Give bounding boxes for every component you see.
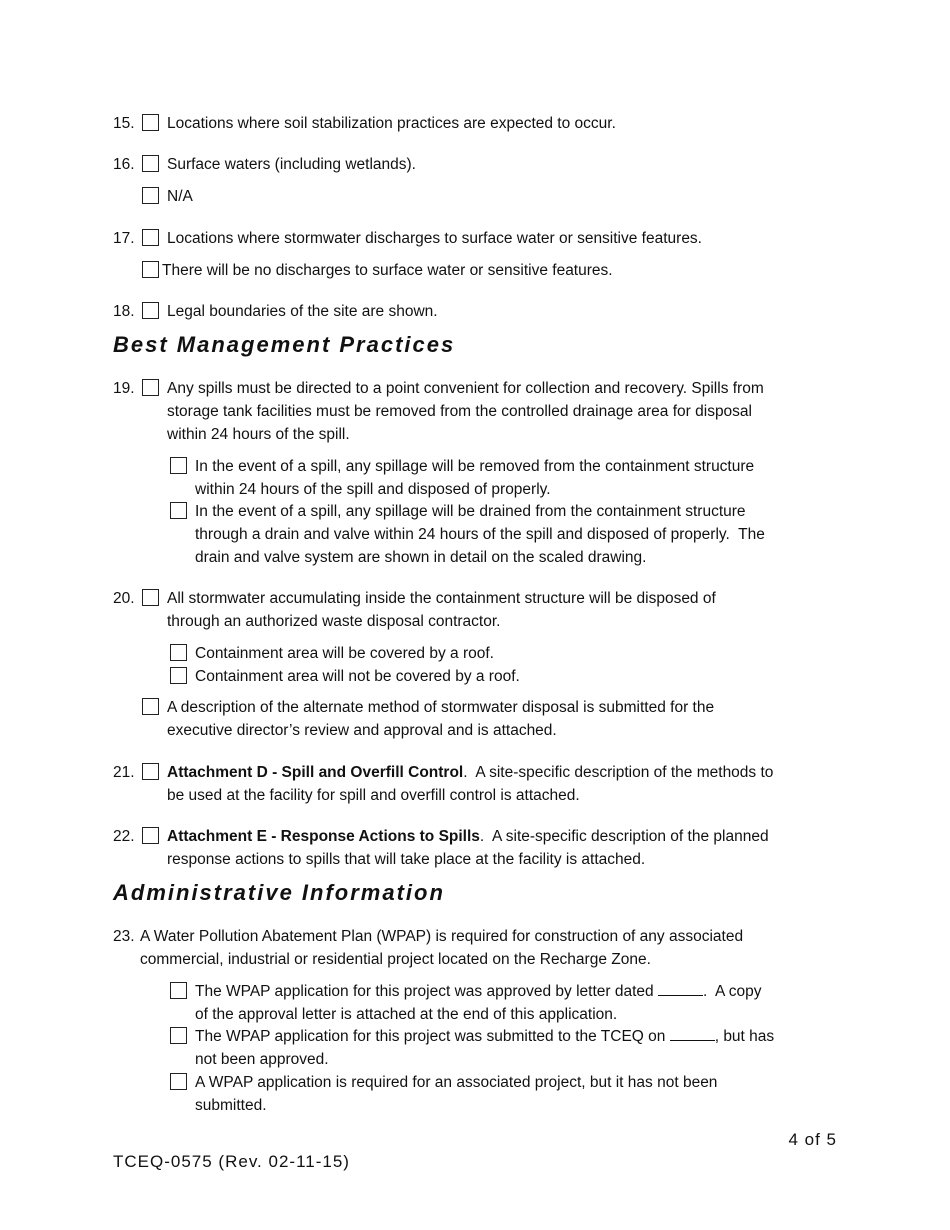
- item-16-na: [113, 185, 853, 209]
- item-23-approved: [113, 980, 853, 1026]
- item-text-line-1: [195, 980, 762, 1003]
- attachment-desc: . A site-specific description of the methods to: [463, 764, 774, 781]
- item-text-line-2: storage tank facilities must be removed from the controlled drainage area for disposal: [167, 403, 752, 420]
- date-blank[interactable]: [658, 981, 703, 996]
- item-number: 19.: [113, 380, 135, 397]
- item-text-line-2: be used at the facility for spill and overfill control is attached.: [167, 787, 580, 804]
- item-number: 23.: [113, 928, 135, 945]
- checkbox-23-not-submitted[interactable]: [170, 1073, 187, 1090]
- item-text: Locations where stormwater discharges to surface water or sensitive features.: [167, 230, 702, 247]
- item-text: Surface waters (including wetlands).: [167, 156, 416, 173]
- item-text-line-2: submitted.: [195, 1097, 267, 1114]
- section-heading-bmp: Best Management Practices: [113, 332, 456, 357]
- item-number: 21.: [113, 764, 135, 781]
- text-pre: The WPAP application for this project was submitted to the TCEQ on: [195, 1028, 670, 1045]
- item-19: [113, 377, 853, 447]
- item-text-line-2: executive director’s review and approval and is attached.: [167, 722, 557, 739]
- item-text-line-1: A description of the alternate method of stormwater disposal is submitted for the: [167, 699, 715, 716]
- checkbox-16-na[interactable]: [142, 187, 159, 204]
- item-text-line-2: response actions to spills that will take place at the facility is attached.: [167, 851, 646, 868]
- item-text-line-1: Any spills must be directed to a point convenient for collection and recovery. Spills from: [167, 380, 764, 397]
- item-text-line-2: commercial, industrial or residential project located on the Recharge Zone.: [140, 951, 651, 968]
- checkbox-19-removed[interactable]: [170, 457, 187, 474]
- item-text-line-2: through a drain and valve within 24 hours of the spill and disposed of properly. The: [195, 526, 765, 543]
- item-text: N/A: [167, 188, 193, 205]
- item-16: [113, 153, 853, 177]
- text-post: , but has: [714, 1028, 775, 1045]
- attachment-title: Attachment D - Spill and Overfill Control: [167, 764, 464, 781]
- item-text: Locations where soil stabilization practices are expected to occur.: [167, 115, 616, 132]
- item-21: [113, 761, 853, 807]
- item-text-line-2: within 24 hours of the spill and disposed of properly.: [195, 481, 551, 498]
- checkbox-19-drained[interactable]: [170, 502, 187, 519]
- section-heading-admin: Administrative Information: [113, 880, 445, 905]
- checkbox-22[interactable]: [142, 827, 159, 844]
- item-23-not-submitted: [113, 1071, 853, 1117]
- item-text-line-1: [167, 825, 769, 848]
- item-text-line-3: drain and valve system are shown in detail on the scaled drawing.: [195, 549, 647, 566]
- item-text: There will be no discharges to surface water or sensitive features.: [162, 262, 613, 279]
- page-number: 4 of 5: [788, 1130, 837, 1149]
- item-20-not-covered: [113, 665, 853, 689]
- item-18: [113, 300, 853, 324]
- checkbox-18[interactable]: [142, 302, 159, 319]
- item-number: 16.: [113, 156, 135, 173]
- item-20: [113, 587, 853, 633]
- checkbox-16[interactable]: [142, 155, 159, 172]
- checkbox-15[interactable]: [142, 114, 159, 131]
- item-number: 17.: [113, 230, 135, 247]
- form-number: TCEQ-0575 (Rev. 02-11-15): [113, 1152, 350, 1171]
- item-20-covered: [113, 642, 853, 666]
- item-text-line-2: through an authorized waste disposal contractor.: [167, 613, 501, 630]
- attachment-desc: . A site-specific description of the planned: [479, 828, 769, 845]
- item-text-line-1: In the event of a spill, any spillage will be drained from the containment structure: [195, 503, 746, 520]
- checkbox-21[interactable]: [142, 763, 159, 780]
- item-19-drained: [113, 500, 853, 570]
- item-text-line-1: A WPAP application is required for an associated project, but it has not been: [195, 1074, 718, 1091]
- attachment-title: Attachment E - Response Actions to Spills: [167, 828, 480, 845]
- text-post: . A copy: [702, 983, 762, 1000]
- date-blank[interactable]: [670, 1026, 715, 1041]
- item-number: 20.: [113, 590, 135, 607]
- item-number: 15.: [113, 115, 135, 132]
- item-text-line-2: of the approval letter is attached at the end of this application.: [195, 1006, 618, 1023]
- item-text-line-3: within 24 hours of the spill.: [167, 426, 350, 443]
- item-15: [113, 112, 853, 136]
- item-number: 22.: [113, 828, 135, 845]
- item-text: Containment area will be covered by a roof.: [195, 645, 494, 662]
- checkbox-20[interactable]: [142, 589, 159, 606]
- checkbox-20-not-covered[interactable]: [170, 667, 187, 684]
- item-number: 18.: [113, 303, 135, 320]
- checkbox-19[interactable]: [142, 379, 159, 396]
- item-text-line-1: All stormwater accumulating inside the containment structure will be disposed of: [167, 590, 716, 607]
- item-text: Legal boundaries of the site are shown.: [167, 303, 438, 320]
- text-pre: The WPAP application for this project was approved by letter dated: [195, 983, 658, 1000]
- item-text-line-1: [167, 761, 773, 784]
- item-17: [113, 227, 853, 251]
- item-22: [113, 825, 853, 871]
- item-text: Containment area will not be covered by a roof.: [195, 668, 520, 685]
- item-text-line-1: In the event of a spill, any spillage will be removed from the containment structure: [195, 458, 755, 475]
- item-20-alternate: [113, 696, 853, 742]
- checkbox-20-alternate[interactable]: [142, 698, 159, 715]
- checkbox-23-approved[interactable]: [170, 982, 187, 999]
- checkbox-17[interactable]: [142, 229, 159, 246]
- item-text-line-1: A Water Pollution Abatement Plan (WPAP) is required for construction of any associated: [140, 928, 744, 945]
- item-text-line-2: not been approved.: [195, 1051, 329, 1068]
- checkbox-23-submitted[interactable]: [170, 1027, 187, 1044]
- checkbox-17-no-discharge[interactable]: [142, 261, 159, 278]
- item-text-line-1: [195, 1025, 774, 1048]
- checkbox-20-covered[interactable]: [170, 644, 187, 661]
- item-23-submitted: [113, 1025, 853, 1071]
- item-17-no-discharge: [113, 259, 853, 283]
- item-19-removed: [113, 455, 853, 501]
- item-23: [113, 925, 853, 971]
